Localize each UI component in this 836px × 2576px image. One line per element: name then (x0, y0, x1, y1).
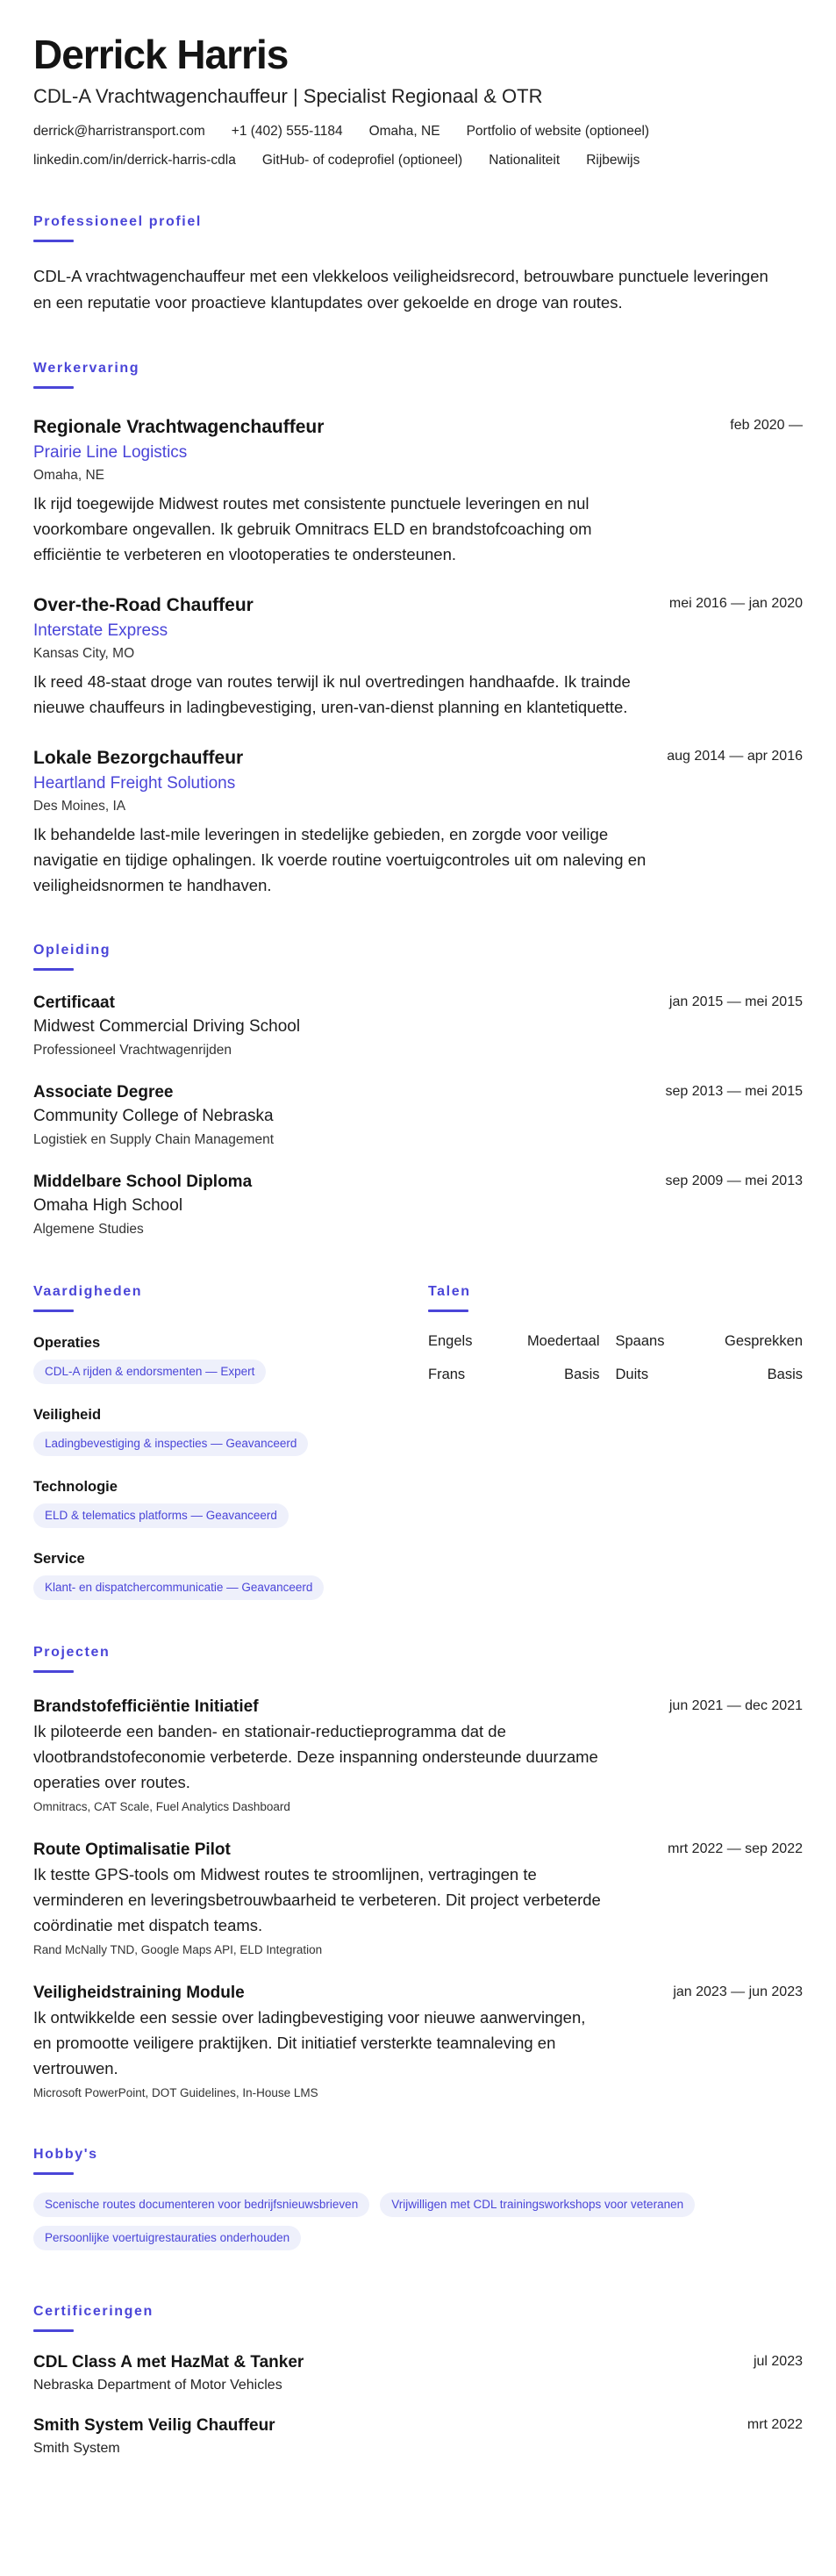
job-title: Over-the-Road Chauffeur (33, 595, 254, 615)
section-title: Professioneel profiel (33, 214, 202, 229)
certifications-section (33, 2303, 803, 2458)
project-tech: Rand McNally TND, Google Maps API, ELD Integration (33, 1943, 323, 1956)
language-name: Duits (615, 1367, 649, 1382)
skill-group (33, 1477, 428, 1528)
project-date: mrt 2022 — sep 2022 (668, 1841, 803, 1856)
language-name: Engels (428, 1333, 473, 1349)
project-title: Brandstofefficiëntie Initiatief (33, 1697, 259, 1716)
project-date: jan 2023 — jun 2023 (673, 1984, 803, 1999)
edu-degree: Certificaat (33, 994, 115, 1012)
skill-group (33, 1333, 428, 1384)
skill-pill: ELD & telematics platforms — Geavanceerd (33, 1503, 289, 1528)
project-description: Ik piloteerde een banden- en stationair-reductieprogramma dat de vlootbrandstofeconomie verbeterde. Deze inspanning ondersteunde duurzame operaties over routes. (33, 1722, 598, 1791)
job-description: Ik reed 48-staat droge van routes terwijl ik nul overtredingen handhaafde. Ik trainde nieuwe chauffeurs in ladingbevestiging, uren-van-dienst planning en klantetiquette. (33, 672, 631, 716)
edu-field: Algemene Studies (33, 1222, 144, 1237)
project-description: Ik testte GPS-tools om Midwest routes te stroomlijnen, vertragingen te verminderen en leveringsbetrouwbaarheid te verbeteren. Dit project verbeterde coördinatie met dispatch teams. (33, 1865, 601, 1934)
hobby-pill: Vrijwilligen met CDL trainingsworkshops voor veteranen (380, 2192, 695, 2217)
languages-grid (428, 1331, 803, 1384)
edu-field: Professioneel Vrachtwagenrijden (33, 1043, 232, 1058)
skill-group (33, 1405, 428, 1456)
certification-entry (33, 2415, 803, 2458)
skill-group (33, 1549, 428, 1600)
project-entry (33, 1982, 803, 2102)
cert-issuer: Nebraska Department of Motor Vehicles (33, 2378, 282, 2393)
section-divider (428, 1310, 468, 1312)
cert-date: jul 2023 (753, 2354, 803, 2369)
job-title: Lokale Bezorgchauffeur (33, 748, 244, 768)
contact-linkedin[interactable]: linkedin.com/in/derrick-harris-cdla (33, 153, 236, 168)
section-title: Vaardigheden (33, 1284, 143, 1299)
edu-field: Logistiek en Supply Chain Management (33, 1132, 275, 1147)
education-section (33, 942, 803, 1239)
skill-pill: Klant- en dispatchercommunicatie — Geavanceerd (33, 1575, 324, 1600)
education-entry (33, 1171, 803, 1239)
cert-name: CDL Class A met HazMat & Tanker (33, 2353, 304, 2371)
contact-email[interactable]: derrick@harristransport.com (33, 124, 205, 139)
edu-degree: Middelbare School Diploma (33, 1173, 253, 1191)
hobbies-list (33, 2192, 805, 2259)
job-company: Heartland Freight Solutions (33, 774, 236, 793)
contact-phone[interactable]: +1 (402) 555-1184 (231, 124, 343, 139)
hobby-pill: Scenische routes documenteren voor bedrijfsnieuwsbrieven (33, 2192, 369, 2217)
skill-category: Service (33, 1551, 85, 1567)
contact-license: Rijbewijs (586, 153, 640, 168)
section-divider (33, 968, 74, 971)
candidate-headline: CDL-A Vrachtwagenchauffeur | Specialist Regionaal & OTR (33, 85, 543, 107)
contact-portfolio[interactable]: Portfolio of website (optioneel) (466, 124, 650, 139)
hobbies-section (33, 2146, 803, 2259)
language-level: Basis (767, 1367, 803, 1382)
project-entry (33, 1839, 803, 1959)
skill-category: Technologie (33, 1479, 118, 1495)
section-divider (33, 1670, 74, 1673)
language-level: Basis (564, 1367, 600, 1382)
cert-name: Smith System Veilig Chauffeur (33, 2416, 275, 2435)
edu-date: sep 2013 — mei 2015 (665, 1084, 803, 1099)
edu-date: jan 2015 — mei 2015 (668, 994, 803, 1009)
profile-summary: CDL-A vrachtwagenchauffeur met een vlekkeloos veiligheidsrecord, betrouwbare punctuele leveringen en een reputatie voor proactieve klantupdates over gekoelde en droge van routes. (33, 267, 768, 312)
skill-category: Veiligheid (33, 1407, 102, 1423)
candidate-name: Derrick Harris (33, 32, 289, 77)
skills-languages-row (33, 1283, 803, 1600)
projects-section (33, 1644, 803, 2102)
project-tech: Omnitracs, CAT Scale, Fuel Analytics Dashboard (33, 1800, 290, 1813)
job-entry (33, 593, 803, 720)
language-name: Spaans (615, 1333, 665, 1349)
job-description: Ik behandelde last-mile leveringen in stedelijke gebieden, en zorgde voor veilige navigatie en tijdige ophalingen. Ik voerde routine voertuigcontroles uit om naleving en veiligheidsnormen te handhaven. (33, 825, 647, 894)
certification-entry (33, 2351, 803, 2395)
edu-school: Midwest Commercial Driving School (33, 1017, 301, 1036)
cert-issuer: Smith System (33, 2441, 120, 2456)
project-description: Ik ontwikkelde een sessie over ladingbevestiging voor nieuwe aanwervingen, en promootte veiligere praktijken. Dit initiatief versterkte teamnaleving en vertrouwen. (33, 2008, 586, 2077)
section-title: Werkervaring (33, 361, 140, 376)
project-title: Veiligheidstraining Module (33, 1984, 245, 2002)
profile-section (33, 213, 803, 316)
section-title: Certificeringen (33, 2304, 154, 2319)
language-level: Moedertaal (526, 1333, 600, 1349)
section-divider (33, 386, 74, 389)
skill-pill: Ladingbevestiging & inspecties — Geavanceerd (33, 1432, 308, 1456)
job-company: Prairie Line Logistics (33, 443, 188, 462)
resume-header (33, 32, 803, 169)
contact-row-secondary (33, 152, 803, 169)
edu-degree: Associate Degree (33, 1083, 174, 1101)
job-date: aug 2014 — apr 2016 (667, 749, 803, 764)
edu-school: Omaha High School (33, 1196, 183, 1215)
skill-pill: CDL-A rijden & endorsmenten — Expert (33, 1360, 266, 1384)
section-title: Opleiding (33, 943, 111, 958)
job-company: Interstate Express (33, 621, 168, 640)
section-title: Hobby's (33, 2147, 98, 2162)
contact-nationality: Nationaliteit (489, 153, 561, 168)
job-entry (33, 746, 803, 898)
section-divider (33, 240, 74, 242)
section-divider (33, 1310, 74, 1312)
contact-location: Omaha, NE (368, 124, 440, 139)
job-description: Ik rijd toegewijde Midwest routes met consistente punctuele leveringen en nul voorkombare ongevallen. Ik gebruik Omnitracs ELD en brandstofcoaching om efficiëntie te verbeteren en vlootoperaties te ondersteunen. (33, 494, 592, 563)
cert-date: mrt 2022 (747, 2417, 803, 2432)
job-date: mei 2016 — jan 2020 (668, 596, 803, 611)
contact-row-primary (33, 123, 803, 140)
job-location: Omaha, NE (33, 468, 104, 483)
edu-date: sep 2009 — mei 2013 (665, 1173, 803, 1188)
languages-section (428, 1283, 803, 1600)
language-level: Gesprekken (725, 1333, 803, 1349)
job-location: Des Moines, IA (33, 799, 126, 814)
project-tech: Microsoft PowerPoint, DOT Guidelines, In-House LMS (33, 2086, 318, 2099)
section-divider (33, 2329, 74, 2332)
section-divider (33, 2172, 74, 2175)
skill-category: Operaties (33, 1335, 101, 1351)
project-title: Route Optimalisatie Pilot (33, 1841, 231, 1859)
experience-section (33, 360, 803, 898)
hobby-pill: Persoonlijke voertuigrestauraties onderhouden (33, 2226, 301, 2250)
section-title: Projecten (33, 1645, 111, 1660)
contact-github[interactable]: GitHub- of codeprofiel (optioneel) (261, 153, 463, 168)
project-date: jun 2021 — dec 2021 (668, 1698, 803, 1713)
section-title: Talen (428, 1284, 471, 1299)
job-date: feb 2020 — (730, 418, 803, 433)
job-title: Regionale Vrachtwagenchauffeur (33, 417, 325, 437)
skills-section (33, 1283, 428, 1600)
language-name: Frans (428, 1367, 466, 1382)
job-entry (33, 415, 803, 567)
edu-school: Community College of Nebraska (33, 1107, 274, 1125)
education-entry (33, 992, 803, 1060)
project-entry (33, 1696, 803, 1816)
job-location: Kansas City, MO (33, 646, 135, 661)
education-entry (33, 1081, 803, 1150)
